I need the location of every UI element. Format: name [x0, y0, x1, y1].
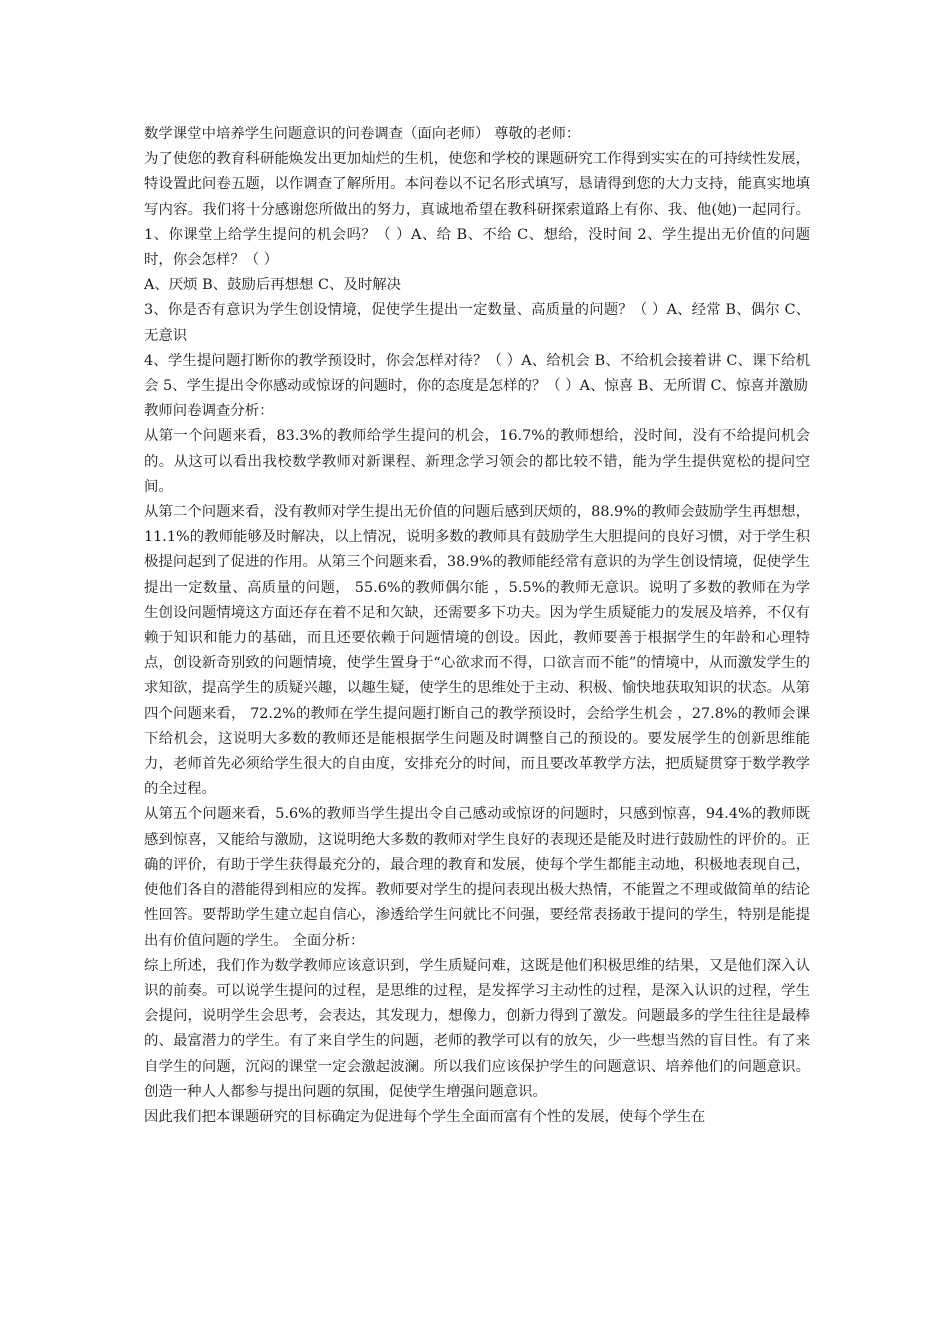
summary-paragraph: 综上所述，我们作为数学教师应该意识到，学生质疑问难，这既是他们积极思维的结果，又是他们深入认识的前奏。可以说学生提问的过程，是思维的过程，是发挥学习主动性的过程，是深入认识的过程，学生会提问，说明学生会思考，会表达，其发现力，想像力，创新力得到了激发。问题最多的学生往往是最棒的、最富潜力的学生。有了来自学生的问题，老师的教学可以有的放矢，少一些想当然的盲目性。有了来自学生的问题，沉闷的课堂一定会激起波澜。所以我们应该保护学生的问题意识、培养他们的问题意识。创造一种人人都参与提出问题的氛围，促使学生增强问题意识。: [144, 957, 810, 1100]
question-3-paragraph: 3、你是否有意识为学生创设情境，促使学生提出一定数量、高质量的问题？（ ）A、经常 B、偶尔 C、无意识: [144, 302, 810, 344]
analysis-paragraph-1: 从第一个问题来看，83.3%的教师给学生提问的机会，16.7%的教师想给，没时间，没有不给提问机会的。从这可以看出我校数学教师对新课程、新理念学习领会的都比较不错，能为学生提供宽松的提问空间。: [144, 428, 810, 495]
question-options-paragraph: A、厌烦 B、鼓励后再想想 C、及时解决: [144, 277, 401, 294]
analysis-paragraph-5: 从第五个问题来看，5.6%的教师当学生提出令自己感动或惊讶的问题时，只感到惊喜，94.4%的教师既感到惊喜，又能给与激励，这说明绝大多数的教师对学生良好的表现还是能及时进行鼓励性的评价的。正确的评价，有助于学生获得最充分的，最合理的教育和发展，使每个学生都能主动地，积极地表现自己，使他们各自的潜能得到相应的发挥。教师要对学生的提问表现出极大热情，不能置之不理或做简单的结论性回答。要帮助学生建立起自信心，渗透给学生问就比不问强，要经常表扬敢于提问的学生，特别是能提出有价值问题的学生。 全面分析：: [144, 806, 810, 949]
question-4-5-paragraph: 4、学生提问题打断你的教学预设时，你会怎样对待？（ ）A、给机会 B、不给机会接着讲 C、课下给机会 5、学生提出令你感动或惊讶的问题时，你的态度是怎样的？（ ）A、惊喜 B、无所谓 C、惊喜并激励: [144, 352, 810, 395]
analysis-heading: 教师问卷调查分析：: [144, 403, 274, 420]
title-paragraph: 数学课堂中培养学生问题意识的问卷调查（面向老师） 尊敬的老师：: [144, 126, 581, 142]
document-body: [144, 122, 810, 1130]
analysis-paragraph-2: 从第二个问题来看，没有教师对学生提出无价值的问题后感到厌烦的，88.9%的教师会鼓励学生再想想，11.1%的教师能够及时解决，以上情况，说明多数的教师具有鼓励学生大胆提问的良好习惯，对于学生积极提问起到了促进的作用。从第三个问题来看，38.9%的教师能经常有意识的为学生创设情境，促使学生提出一定数量、高质量的问题， 55.6%的教师偶尔能 ，5.5%的教师无意识。说明了多数的教师在为学生创设问题情境这方面还存在着不足和欠缺，还需要多下功夫。因为学生质疑能力的发展及培养，不仅有赖于知识和能力的基础，而且还要依赖于问题情境的创设。因此，教师要善于根据学生的年龄和心理特点，创设新奇别致的问题情境，使学生置身于“心欲求而不得，口欲言而不能”的情境中，从而激发学生的求知欲，提高学生的质疑兴趣，以趣生疑，使学生的思维处于主动、积极、愉快地获取知识的状态。从第四个问题来看， 72.2%的教师在学生提问题打断自己的教学预设时，会给学生机会 ，27.8%的教师会课下给机会，这说明大多数的教师还是能根据学生问题及时调整自己的预设的。要发展学生的创新思维能力，老师首先必须给学生很大的自由度，安排充分的时间，而且要改革教学方法，把质疑贯穿于数学教学的全过程。: [144, 504, 810, 798]
conclusion-paragraph: 因此我们把本课题研究的目标确定为促进每个学生全面而富有个性的发展，使每个学生在: [144, 1108, 706, 1125]
intro-paragraph: 为了使您的教育科研能焕发出更加灿烂的生机，使您和学校的课题研究工作得到实实在的可持续性发展，特设置此问卷五题，以作调查了解所用。本问卷以不记名形式填写，恳请得到您的大力支持，能真实地填写内容。我们将十分感谢您所做出的努力，真诚地希望在教科研探索道路上有你、我、他(她)一起同行。1、你课堂上给学生提问的机会吗？（ ）A、给 B、不给 C、想给，没时间 2、学生提出无价值的问题时，你会怎样？（ ）: [144, 151, 810, 269]
